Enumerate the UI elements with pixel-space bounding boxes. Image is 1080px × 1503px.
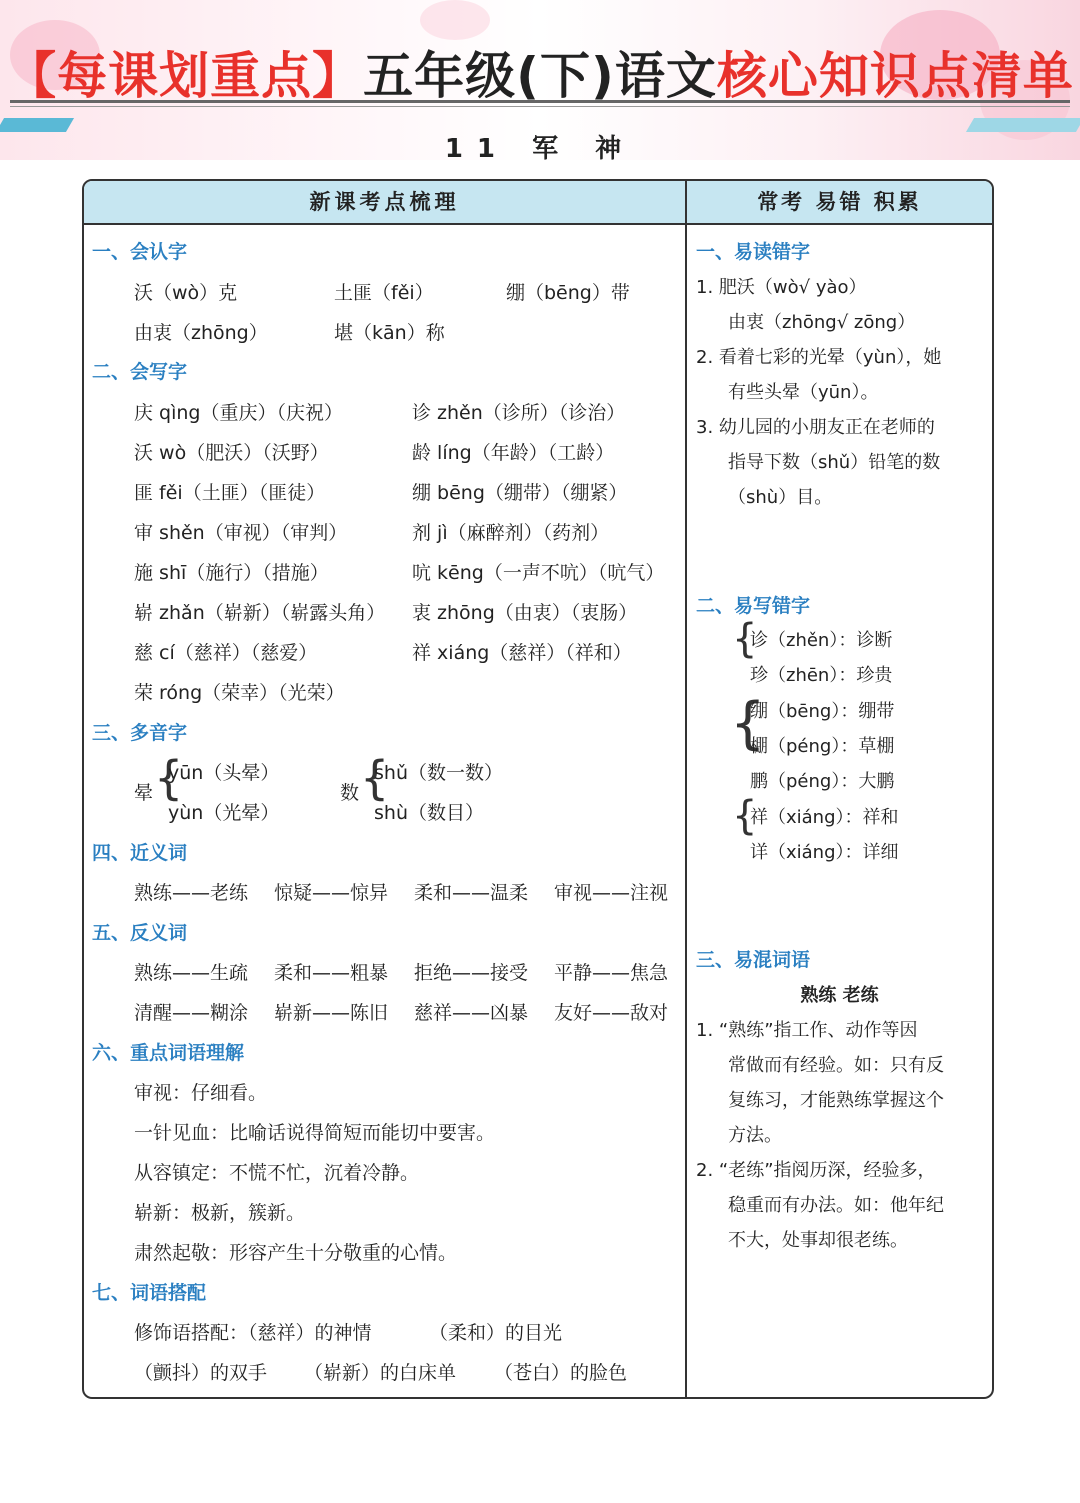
write-item: 崭 zhǎn（崭新）（崭露头角） [134,602,386,624]
synonym-pair: 惊疑——惊异 [274,882,389,904]
misread-line: 由衷（zhōng√ zōng） [728,312,916,333]
left-column-header: 新课考点梳理 [84,181,685,225]
misread-line: 3. 幼儿园的小朋友正在老师的 [696,417,935,438]
write-item: 慈 cí（慈祥）（慈爱） [134,642,318,664]
key-word-item: 审视：仔细看。 [134,1082,268,1104]
confusable-line: 方法。 [728,1125,782,1146]
key-word-item: 肃然起敬：形容产生十分敬重的心情。 [134,1242,458,1264]
section-recognize-title: 一、会认字 [92,241,188,263]
misread-line: 有些头晕（yūn）。 [728,382,879,403]
write-item: 施 shī（施行）（措施） [134,562,329,584]
miswrite-item: 诊（zhěn）：诊断 [750,630,893,651]
miswrite-item: 绷（bēng）：绷带 [750,701,895,722]
collocation-item: （苍白）的脸色 [494,1362,628,1384]
recognize-item: 由衷（zhōng） [134,322,268,344]
brace-icon: { [730,691,766,756]
misread-line: 2. 看着七彩的光晕（yùn），她 [696,347,942,368]
write-item: 剂 jì（麻醉剂）（药剂） [412,522,610,544]
misread-line: 1. 肥沃（wò√ yào） [696,277,867,298]
synonym-pair: 柔和——温柔 [414,882,529,904]
misread-line: 指导下数（shǔ）铅笔的数 [728,452,941,473]
confusable-line: 稳重而有办法。如：他年纪 [728,1195,944,1216]
confusable-line: 常做而有经验。如：只有反 [728,1055,944,1076]
right-column-header: 常考 易错 积累 [687,181,992,225]
content-table [82,179,994,1399]
write-item: 吭 kēng（一声不吭）（吭气） [412,562,665,584]
polyphone-reading: yūn（头晕） [168,762,280,784]
write-item: 龄 líng（年龄）（工龄） [412,442,615,464]
confusable-subtitle: 熟练 老练 [800,985,879,1006]
confusable-line: 复练习，才能熟练掌握这个 [728,1090,944,1111]
collocation-item: 修饰语搭配：（慈祥）的神情 [134,1322,372,1344]
recognize-item: 绷（bēng）带 [506,282,630,304]
section-confusable-title: 三、易混词语 [696,949,811,971]
polyphone-reading: shù（数目） [374,802,484,824]
synonym-pair: 审视——注视 [554,882,669,904]
write-item: 沃 wò（肥沃）（沃野） [134,442,329,464]
write-item: 庆 qìng（重庆）（庆祝） [134,402,343,424]
synonym-pair: 熟练——老练 [134,882,249,904]
miswrite-item: 珍（zhēn）：珍贵 [750,665,893,686]
collocation-item: （崭新）的白床单 [304,1362,457,1384]
page-title: 【每课划重点】五年级(下)语文核心知识点清单 [6,47,1074,105]
write-item: 审 shěn（审视）（审判） [134,522,348,544]
write-item: 祥 xiáng（慈祥）（祥和） [412,642,632,664]
polyphone-reading: yùn（光晕） [168,802,280,824]
write-item: 绷 bēng（绷带）（绷紧） [412,482,628,504]
miswrite-item: 祥（xiáng）：祥和 [750,807,899,828]
antonym-pair: 崭新——陈旧 [274,1002,389,1024]
key-word-item: 从容镇定：不慌不忙，沉着冷静。 [134,1162,420,1184]
key-word-item: 崭新：极新，簇新。 [134,1202,306,1224]
section-key-words-title: 六、重点词语理解 [92,1042,245,1064]
antonym-pair: 清醒——糊涂 [134,1002,249,1024]
write-item: 衷 zhōng（由衷）（衷肠） [412,602,638,624]
antonym-pair: 柔和——粗暴 [274,962,389,984]
miswrite-item: 棚（péng）：草棚 [750,736,895,757]
collocation-item: （颤抖）的双手 [134,1362,268,1384]
polyphone-char: 数 [340,782,360,804]
polyphone-char: 晕 [134,782,154,804]
antonym-pair: 拒绝——接受 [414,962,529,984]
confusable-line: 不大，处事却很老练。 [728,1230,908,1251]
recognize-item: 土匪（fěi） [334,282,434,304]
brace-icon: { [360,751,390,805]
brace-icon: { [154,751,184,805]
miswrite-item: 详（xiáng）：详细 [750,842,899,863]
write-item: 诊 zhěn（诊所）（诊治） [412,402,626,424]
polyphone-reading: shǔ（数一数） [374,762,503,784]
key-word-item: 一针见血：比喻话说得简短而能切中要害。 [134,1122,496,1144]
brace-icon: { [732,616,758,662]
section-antonym-title: 五、反义词 [92,922,188,944]
antonym-pair: 友好——敌对 [554,1002,669,1024]
section-synonym-title: 四、近义词 [92,842,188,864]
antonym-pair: 平静——焦急 [554,962,669,984]
confusable-line: 2. “老练”指阅历深，经验多， [696,1160,936,1181]
confusable-line: 1. “熟练”指工作、动作等因 [696,1020,918,1041]
write-item: 匪 fěi（土匪）（匪徒） [134,482,326,504]
antonym-pair: 熟练——生疏 [134,962,249,984]
section-misread-title: 一、易读错字 [696,241,811,263]
misread-line: （shù）目。 [728,487,833,508]
section-write-title: 二、会写字 [92,361,188,383]
brace-icon: { [732,793,758,839]
recognize-item: 堪（kān）称 [334,322,445,344]
section-polyphone-title: 三、多音字 [92,722,188,744]
write-item: 荣 róng（荣幸）（光荣） [134,682,345,704]
antonym-pair: 慈祥——凶暴 [414,1002,529,1024]
recognize-item: 沃（wò）克 [134,282,238,304]
section-collocation-title: 七、词语搭配 [92,1282,207,1304]
miswrite-item: 鹏（péng）：大鹏 [750,771,895,792]
section-miswrite-title: 二、易写错字 [696,595,811,617]
lesson-title: 11 军 神 [444,134,636,164]
collocation-item: （柔和）的目光 [429,1322,563,1344]
